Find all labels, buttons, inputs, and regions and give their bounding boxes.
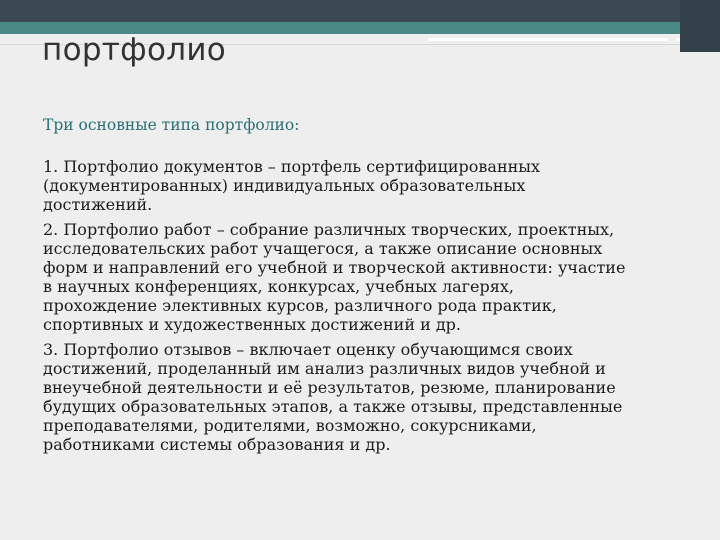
slide-body bbox=[43, 157, 633, 460]
portfolio-type-reviews: 3. Портфолио отзывов – включает оценку обучающимся своих достижений, проделанный им анализ различных видов учебной и внеучебной деятельности и её результатов, резюме, планирование будущих образовательных этапов, а также отзывы, представленные преподавателями, родителями, возможно, сокурсниками, работниками системы образования и др. bbox=[43, 340, 623, 454]
portfolio-type-works: 2. Портфолио работ – собрание различных творческих, проектных, исследовательских работ учащегося, а также описание основных форм и направлений его учебной и творческой активности: участие в научных конференциях, конкурсах, учебных лагерях, прохождение элективных курсов, различного рода практик, спортивных и художественных достижений и др. bbox=[43, 220, 626, 334]
header-accent-line bbox=[428, 38, 668, 41]
slide-subtitle: Три основные типа портфолио: bbox=[43, 116, 300, 134]
header-corner-block bbox=[680, 0, 720, 52]
header-accent-dot bbox=[676, 38, 680, 41]
portfolio-type-documents: 1. Портфолио документов – портфель сертифицированных (документированных) индивидуальных образовательных достижений. bbox=[43, 157, 541, 214]
header-bar-dark bbox=[0, 0, 720, 22]
slide-title: портфолио bbox=[42, 32, 227, 68]
